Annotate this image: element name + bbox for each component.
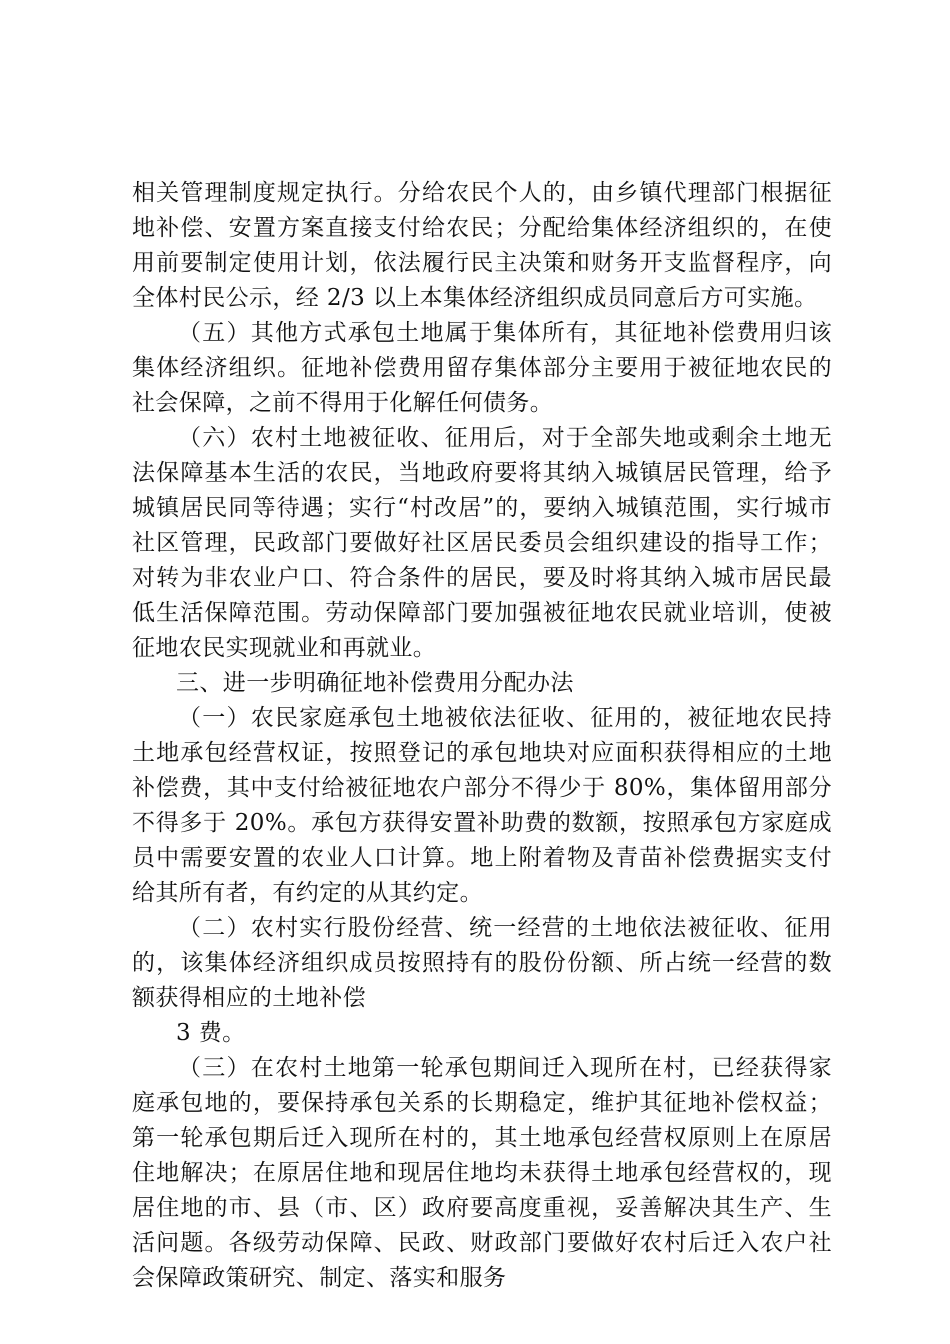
document-body	[132, 176, 832, 1296]
section-heading-3: 三、进一步明确征地补偿费用分配办法	[176, 670, 574, 696]
page-break-text: 3 费。	[176, 1020, 246, 1046]
paragraph-section3-item-1: （一）农民家庭承包土地被依法征收、征用的，被征地农民持土地承包经营权证，按照登记的承包地块对应面积获得相应的土地补偿费，其中支付给被征地农户部分不得少于 80%，集体留用部分不得多于 20%。承包方获得安置补助费的数额，按照承包方家庭成员中需要安置的农业人口计算。地上附着物及青苗补偿费据实支付给其所有者，有约定的从其约定。	[132, 705, 832, 906]
paragraph-continuation: 相关管理制度规定执行。分给农民个人的，由乡镇代理部门根据征地补偿、安置方案直接支付给农民；分配给集体经济组织的，在使用前要制定使用计划，依法履行民主决策和财务开支监督程序，向全体村民公示，经 2/3 以上本集体经济组织成员同意后方可实施。	[132, 180, 832, 311]
paragraph-section3-item-3: （三）在农村土地第一轮承包期间迁入现所在村，已经获得家庭承包地的，要保持承包关系的长期稳定，维护其征地补偿权益；第一轮承包期后迁入现所在村的，其土地承包经营权原则上在原居住地解决；在原居住地和现居住地均未获得土地承包经营权的，现居住地的市、县（市、区）政府要高度重视，妥善解决其生产、生活问题。各级劳动保障、民政、财政部门要做好农村后迁入农户社会保障政策研究、制定、落实和服务	[132, 1055, 832, 1291]
paragraph-section3-item-2: （二）农村实行股份经营、统一经营的土地依法被征收、征用的，该集体经济组织成员按照持有的股份份额、所占统一经营的数额获得相应的土地补偿	[132, 915, 832, 1011]
paragraph-item-6: （六）农村土地被征收、征用后，对于全部失地或剩余土地无法保障基本生活的农民，当地政府要将其纳入城镇居民管理，给予城镇居民同等待遇；实行“村改居”的，要纳入城镇范围，实行城市社区管理，民政部门要做好社区居民委员会组织建设的指导工作；对转为非农业户口、符合条件的居民，要及时将其纳入城市居民最低生活保障范围。劳动保障部门要加强被征地农民就业培训，使被征地农民实现就业和再就业。	[132, 425, 832, 661]
paragraph-item-5: （五）其他方式承包土地属于集体所有，其征地补偿费用归该集体经济组织。征地补偿费用留存集体部分主要用于被征地农民的社会保障，之前不得用于化解任何债务。	[132, 320, 832, 416]
